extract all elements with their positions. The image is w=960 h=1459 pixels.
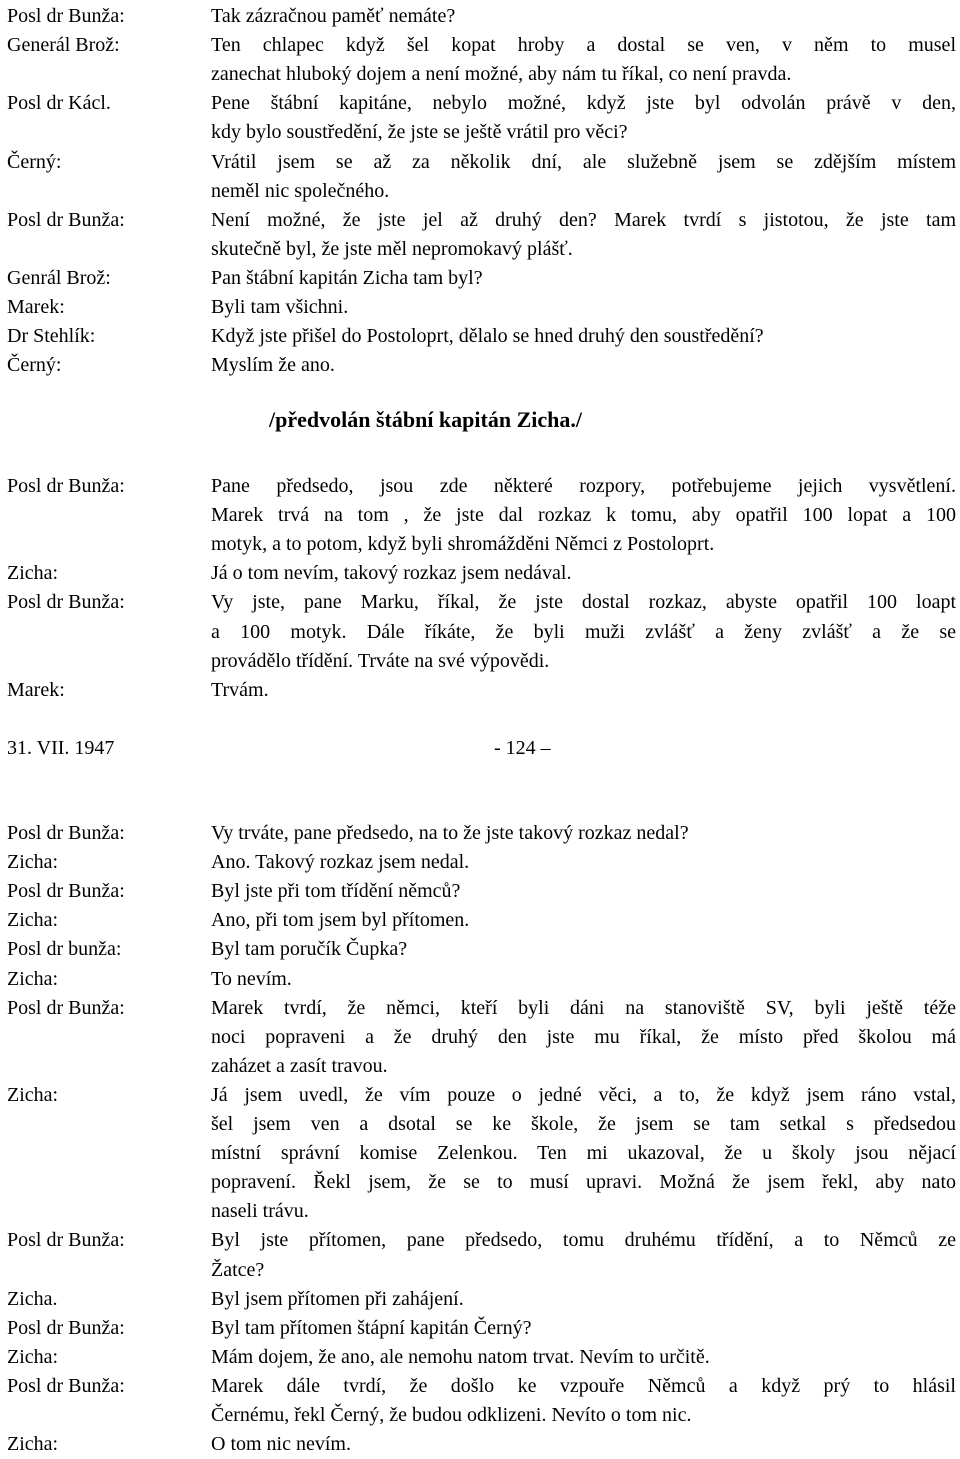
utterance-text: místní správní komise Zelenkou. Ten mi ukazoval, že u školy jsou nějací bbox=[211, 1142, 956, 1165]
transcript-line bbox=[0, 1052, 960, 1081]
transcript-line bbox=[0, 293, 960, 322]
utterance-text: motyk, a to potom, když byli shromážděni Němci z Postoloprt. bbox=[211, 533, 715, 556]
utterance-text: Tak zázračnou paměť nemáte? bbox=[211, 5, 456, 27]
transcript-line bbox=[0, 264, 960, 293]
transcript-line bbox=[0, 1110, 960, 1139]
transcript-line bbox=[0, 559, 960, 588]
utterance-text: Byl jsem přítomen při zahájení. bbox=[211, 1287, 464, 1310]
utterance-text: Není možné, že jste jel až druhý den? Marek tvrdí s jistotou, že jste tam bbox=[211, 208, 956, 231]
transcript-line bbox=[0, 1168, 960, 1197]
utterance-text: Když jste přišel do Postoloprt, dělalo se hned druhý den soustředění? bbox=[211, 325, 764, 348]
utterance-text: popravení. Řekl jsem, že se to musí upravi. Možná že jsem řekl, aby nato bbox=[211, 1171, 956, 1194]
speaker-label: Marek: bbox=[7, 678, 65, 701]
utterance-text: a 100 motyk. Dále říkáte, že byli muži zvlášť a ženy zvlášť a že se bbox=[211, 620, 956, 643]
heading-text: /předvolán štábní kapitán Zicha./ bbox=[269, 407, 582, 432]
utterance-text: Myslím že ano. bbox=[211, 354, 335, 377]
transcript-line bbox=[0, 1197, 960, 1226]
utterance-text: Marek tvrdí, že němci, kteří byli dáni na stanoviště SV, byli ještě téže bbox=[211, 996, 956, 1019]
transcript-line bbox=[0, 1285, 960, 1314]
speaker-label: Posl dr Bunža: bbox=[7, 1374, 125, 1397]
speaker-label: Genrál Brož: bbox=[7, 266, 111, 289]
utterance-text: naseli trávu. bbox=[211, 1200, 309, 1223]
speaker-label: Generál Brož: bbox=[7, 34, 120, 57]
utterance-text: Byl jste přítomen, pane předsedo, tomu druhému třídění, a to Němců ze bbox=[211, 1229, 956, 1252]
utterance-text: Vrátil jsem se až za několik dní, ale služebně jsem se zdějším místem bbox=[211, 150, 956, 173]
speaker-label: Posl dr Bunža: bbox=[7, 208, 125, 231]
speaker-label: Zicha: bbox=[7, 562, 59, 585]
transcript-line bbox=[0, 530, 960, 559]
transcript-line bbox=[0, 148, 960, 177]
transcript-line bbox=[0, 60, 960, 89]
transcript-line bbox=[0, 647, 960, 676]
transcript-line bbox=[0, 2, 960, 31]
speaker-label: Zicha. bbox=[7, 1287, 58, 1310]
transcript-line bbox=[0, 1256, 960, 1285]
speaker-label: Marek: bbox=[7, 296, 65, 318]
transcript-line bbox=[0, 118, 960, 147]
transcript-line bbox=[0, 965, 960, 994]
transcript-line bbox=[0, 1081, 960, 1110]
transcript-line bbox=[0, 877, 960, 906]
utterance-text: Vy trváte, pane předsedo, na to že jste takový rozkaz nedal? bbox=[211, 822, 689, 844]
transcript-line bbox=[0, 906, 960, 935]
utterance-text: Pane předsedo, jsou zde některé rozpory, potřebujeme jejich vysvětlení. bbox=[211, 475, 956, 497]
utterance-text: Byl jste při tom třídění němců? bbox=[211, 880, 461, 903]
transcript-line bbox=[0, 206, 960, 235]
utterance-text: Byl tam poručík Čupka? bbox=[211, 938, 408, 961]
utterance-text: O tom nic nevím. bbox=[211, 1433, 351, 1456]
speaker-label: Zicha: bbox=[7, 851, 59, 874]
transcript-line bbox=[0, 1226, 960, 1255]
transcript-line bbox=[0, 177, 960, 206]
speaker-label: Posl dr bunža: bbox=[7, 938, 122, 961]
speaker-label: Černý: bbox=[7, 354, 62, 377]
utterance-text: neměl nic společného. bbox=[211, 179, 390, 202]
utterance-text: Vy jste, pane Marku, říkal, že jste dostal rozkaz, abyste opatřil 100 loapt bbox=[211, 591, 956, 614]
utterance-text: Pan štábní kapitán Zicha tam byl? bbox=[211, 266, 483, 289]
page-footer-date: 31. VII. 1947 bbox=[7, 737, 115, 759]
transcript-line bbox=[0, 618, 960, 647]
transcript-line bbox=[0, 1139, 960, 1168]
speaker-label: Zicha: bbox=[7, 1345, 59, 1368]
utterance-text: Marek dále tvrdí, že došlo ke vzpouře Němců a když prý to hlásil bbox=[211, 1374, 956, 1397]
transcript-line bbox=[0, 588, 960, 617]
utterance-text: Byl tam přítomen štápní kapitán Černý? bbox=[211, 1316, 532, 1339]
utterance-text: skutečně byl, že jste měl nepromokavý plášť. bbox=[211, 237, 573, 260]
transcript-line bbox=[0, 1430, 960, 1459]
utterance-text: Ten chlapec když šel kopat hroby a dostal se ven, v něm to musel bbox=[211, 34, 956, 57]
transcript-line bbox=[0, 1372, 960, 1401]
page-footer-number: - 124 – bbox=[494, 737, 551, 759]
utterance-text: Ano, při tom jsem byl přítomen. bbox=[211, 909, 470, 932]
speaker-label: Zicha: bbox=[7, 967, 59, 990]
speaker-label: Posl dr Kácl. bbox=[7, 92, 111, 115]
transcript-line bbox=[0, 322, 960, 351]
utterance-text: Trvám. bbox=[211, 678, 269, 701]
transcript-line bbox=[0, 472, 960, 501]
utterance-text: Byli tam všichni. bbox=[211, 296, 349, 318]
speaker-label: Posl dr Bunža: bbox=[7, 1316, 125, 1339]
utterance-text: provádělo třídění. Trváte na své výpovědi. bbox=[211, 649, 550, 672]
transcript-line bbox=[0, 1343, 960, 1372]
utterance-text: Pene štábní kapitáne, nebylo možné, když jste byl odvolán právě v den, bbox=[211, 92, 956, 115]
speaker-label: Zicha: bbox=[7, 1083, 59, 1106]
utterance-text: Černému, řekl Černý, že budou odklizeni. Nevíto o tom nic. bbox=[211, 1404, 692, 1426]
speaker-label: Posl dr Bunža: bbox=[7, 1229, 125, 1252]
section-heading bbox=[0, 404, 960, 436]
utterance-text: Marek trvá na tom , že jste dal rozkaz k tomu, aby opatřil 100 lopat a 100 bbox=[211, 504, 956, 527]
utterance-text: zaházet a zasít travou. bbox=[211, 1054, 388, 1077]
transcript-line bbox=[0, 848, 960, 877]
utterance-text: šel jsem ven a dsotal se ke škole, že jsem se tam setkal s předsedou bbox=[211, 1113, 956, 1135]
utterance-text: Ano. Takový rozkaz jsem nedal. bbox=[211, 851, 470, 874]
utterance-text: Žatce? bbox=[211, 1258, 265, 1281]
utterance-text: Já jsem uvedl, že vím pouze o jedné věci, a to, že když jsem ráno vstal, bbox=[211, 1083, 956, 1106]
transcript-line bbox=[0, 501, 960, 530]
transcript-line bbox=[0, 819, 960, 848]
transcript-line bbox=[0, 31, 960, 60]
speaker-label: Dr Stehlík: bbox=[7, 325, 96, 348]
utterance-text: To nevím. bbox=[211, 967, 292, 990]
transcript-line bbox=[0, 1023, 960, 1052]
utterance-text: Já o tom nevím, takový rozkaz jsem nedával. bbox=[211, 562, 572, 585]
transcript-line bbox=[0, 676, 960, 705]
transcript-line bbox=[0, 235, 960, 264]
transcript-line bbox=[0, 1314, 960, 1343]
transcript-line bbox=[0, 89, 960, 118]
speaker-label: Zicha: bbox=[7, 1433, 59, 1456]
utterance-text: noci popraveni a že druhý den jste mu říkal, že místo před školou má bbox=[211, 1025, 956, 1048]
utterance-text: zanechat hluboký dojem a není možné, aby nám tu říkal, co není pravda. bbox=[211, 63, 792, 86]
speaker-label: Posl dr Bunža: bbox=[7, 880, 125, 903]
transcript-line bbox=[0, 1401, 960, 1430]
utterance-text: Mám dojem, že ano, ale nemohu natom trvat. Nevím to určitě. bbox=[211, 1345, 710, 1368]
speaker-label: Posl dr Bunža: bbox=[7, 591, 125, 614]
speaker-label: Zicha: bbox=[7, 909, 59, 932]
transcript-line bbox=[0, 351, 960, 380]
transcript-line bbox=[0, 994, 960, 1023]
speaker-label: Posl dr Bunža: bbox=[7, 5, 125, 27]
speaker-label: Posl dr Bunža: bbox=[7, 996, 125, 1019]
transcript-line bbox=[0, 935, 960, 964]
speaker-label: Posl dr Bunža: bbox=[7, 475, 125, 497]
utterance-text: kdy bylo soustředění, že jste se ještě vrátil pro věci? bbox=[211, 121, 628, 144]
speaker-label: Posl dr Bunža: bbox=[7, 822, 125, 844]
speaker-label: Černý: bbox=[7, 150, 62, 173]
